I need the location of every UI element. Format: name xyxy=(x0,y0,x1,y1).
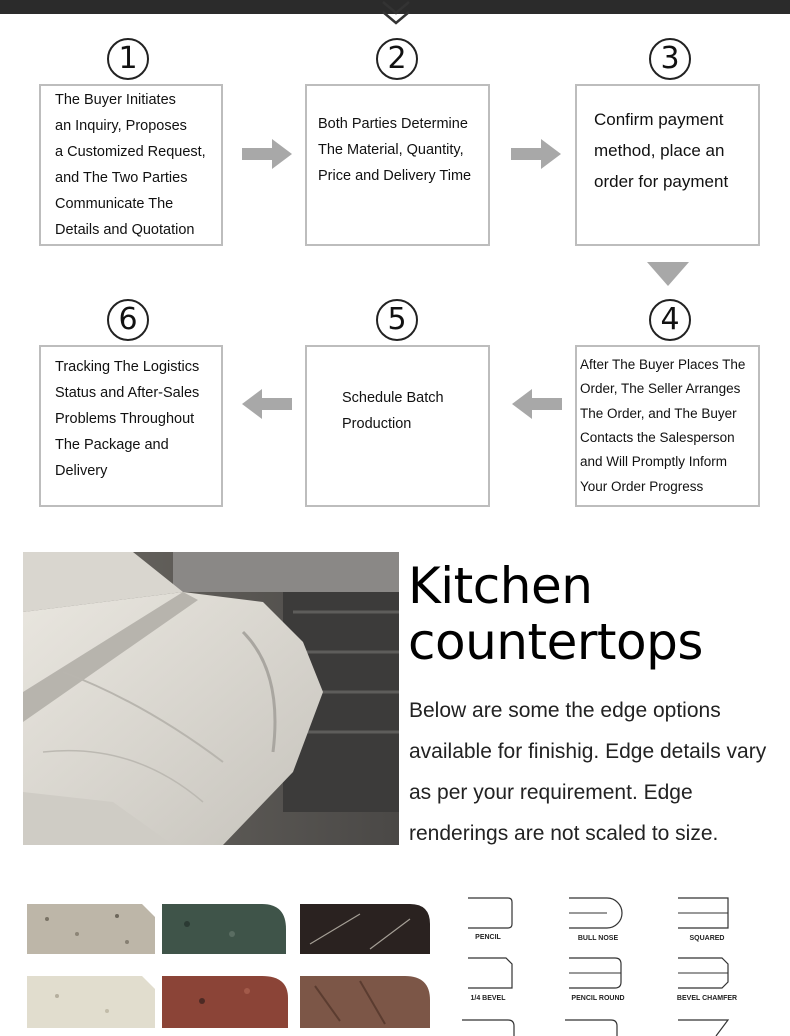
step-3-text: Confirm payment method, place an order for payment xyxy=(594,109,729,191)
edge-label-bevel-chamfer: BEVEL CHAMFER xyxy=(676,995,738,1002)
double-chevron-down-icon xyxy=(379,0,413,28)
kitchen-title: Kitchen countertops xyxy=(408,557,703,671)
edge-label-pencil-round: PENCIL ROUND xyxy=(571,995,625,1002)
step-1-number: 1 xyxy=(107,38,149,80)
arrow-left-icon xyxy=(512,389,562,419)
marble-countertop-photo xyxy=(23,552,399,845)
step-4-box xyxy=(575,345,760,507)
step-5-box xyxy=(305,345,490,507)
step-6-box xyxy=(39,345,223,507)
edge-label-quarter-bevel: 1/4 BEVEL xyxy=(470,995,506,1002)
arrow-down-icon xyxy=(647,262,689,286)
step-6-text: Tracking The Logistics Status and After-Sales Problems Throughout The Package and Delivery xyxy=(55,359,200,479)
edge-profile-icon xyxy=(676,1016,766,1036)
step-3-number: 3 xyxy=(649,38,691,80)
arrow-right-icon xyxy=(511,139,561,169)
step-2-number: 2 xyxy=(376,38,418,80)
step-3-box xyxy=(575,84,760,246)
step-6-number: 6 xyxy=(107,299,149,341)
granite-swatch-green xyxy=(162,904,286,954)
granite-swatch-red xyxy=(162,976,288,1028)
marble-swatch-black xyxy=(300,904,430,954)
arrow-right-icon xyxy=(242,139,292,169)
step-1-text: The Buyer Initiates an Inquiry, Proposes a Customized Request, and The Two Parties Communicate The Details and Quotation xyxy=(55,92,206,238)
edge-profile-icon xyxy=(460,1016,550,1036)
step-4-number: 4 xyxy=(649,299,691,341)
granite-swatch-white xyxy=(27,976,155,1028)
arrow-left-icon xyxy=(242,389,292,419)
edge-profile-icon xyxy=(563,1016,653,1036)
granite-swatch-gray xyxy=(27,904,155,954)
kitchen-description: Below are some the edge options available for finishig. Edge details vary as per your requirement. Edge renderings are not scaled to size. xyxy=(409,699,767,845)
edge-label-squared: SQUARED xyxy=(689,935,725,942)
edge-label-pencil: PENCIL xyxy=(475,934,501,941)
step-5-number: 5 xyxy=(376,299,418,341)
edge-label-bull-nose: BULL NOSE xyxy=(577,935,619,942)
step-2-box xyxy=(305,84,490,246)
step-1-box xyxy=(39,84,223,246)
step-5-text: Schedule Batch Production xyxy=(342,390,444,432)
granite-swatch-brown xyxy=(300,976,430,1028)
step-4-text: After The Buyer Places The Order, The Seller Arranges The Order, and The Buyer Contacts the Salesperson and Will Promptly Inform Your Order Progress xyxy=(580,357,746,494)
step-2-text: Both Parties Determine The Material, Quantity, Price and Delivery Time xyxy=(318,116,472,184)
